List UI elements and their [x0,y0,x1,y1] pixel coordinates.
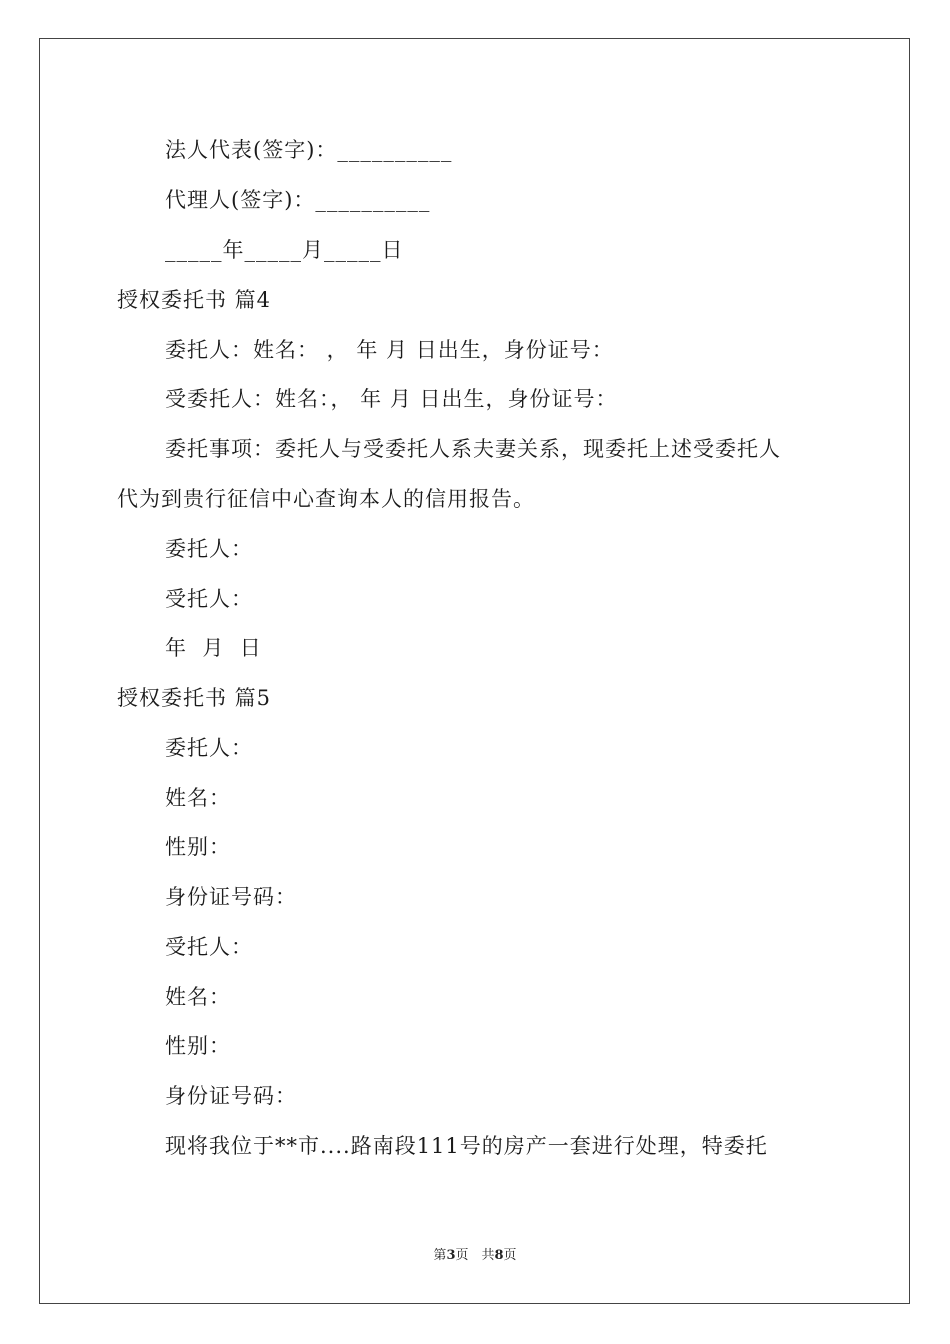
trustee-name-label: 姓名： [165,985,231,1009]
trustee-label: 受托人： [165,587,253,611]
principal-gender-label: 性别： [165,835,231,859]
entrusted-matter-line: 委托事项：委托人与受委托人系夫妻关系，现委托上述受委托人 [165,437,781,461]
trustee-label-5: 受托人： [165,935,253,959]
section-heading-5: 授权委托书 篇5 [117,686,272,710]
entrusted-matter-continuation: 代为到贵行征信中心查询本人的信用报告。 [117,487,535,511]
footer-page-mid: 页 共 [455,1248,495,1263]
page-border [39,38,910,1304]
principal-label: 委托人： [165,537,253,561]
agent-signature-line: 代理人(签字)：__________ [165,188,431,212]
principal-id-label: 身份证号码： [165,885,297,909]
principal-label-5: 委托人： [165,736,253,760]
legal-rep-signature-line: 法人代表(签字)：__________ [165,138,453,162]
principal-name-label: 姓名： [165,786,231,810]
date-line: _____年_____月_____日 [165,238,404,262]
date-placeholder: 年 月 日 [165,636,262,660]
footer-page-current: 3 [446,1248,456,1263]
footer-page-suffix: 页 [503,1248,517,1263]
property-entrust-line: 现将我位于**市....路南段111号的房产一套进行处理，特委托 [165,1134,768,1158]
section-heading-4: 授权委托书 篇4 [117,288,272,312]
page-footer [0,1247,950,1265]
principal-info-line: 委托人：姓名： ， 年 月 日出生，身份证号： [165,338,614,362]
trustee-info-line: 受委托人：姓名：， 年 月 日出生，身份证号： [165,387,618,411]
trustee-id-label: 身份证号码： [165,1084,297,1108]
trustee-gender-label: 性别： [165,1034,231,1058]
footer-page-prefix: 第 [433,1248,447,1263]
footer-page-total: 8 [494,1248,504,1263]
